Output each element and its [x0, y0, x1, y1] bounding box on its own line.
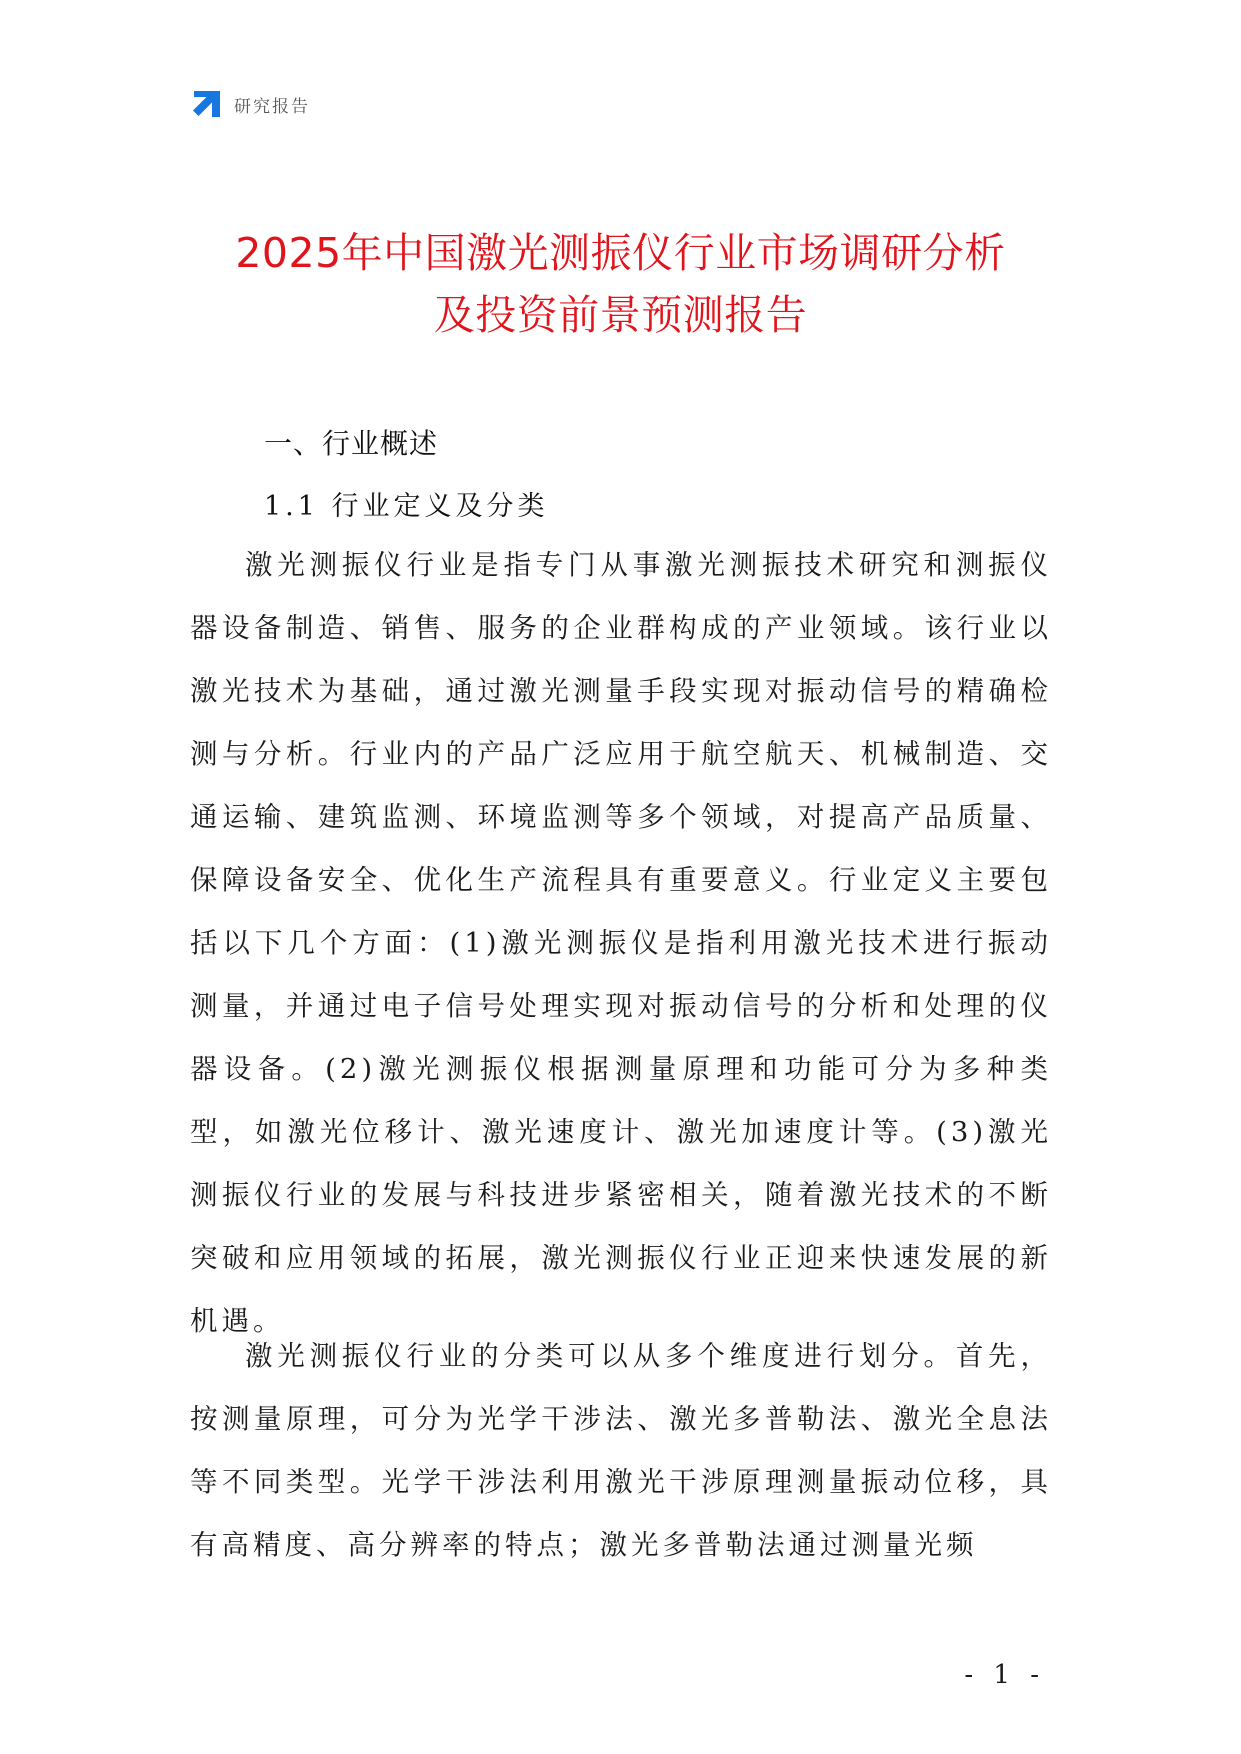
body-paragraph-2 [190, 1325, 1052, 1577]
section-heading: 一、行业概述 [264, 427, 439, 460]
header-label: 研究报告 [234, 96, 310, 117]
report-title-line-2: 及投资前景预测报告 [433, 291, 808, 339]
body-paragraph-1 [190, 534, 1052, 1353]
paragraph-text: 激光测振仪行业的分类可以从多个维度进行划分。首先，按测量原理，可分为光学干涉法、激光多普勒法、激光全息法等不同类型。光学干涉法利用激光干涉原理测量振动位移，具有高精度、高分辨率的特点；激光多普勒法通过测量光频 [190, 1340, 1052, 1561]
report-header [190, 86, 310, 122]
page-number: - 1 - [964, 1660, 1045, 1690]
arrow-up-right-icon [190, 87, 224, 121]
subsection-heading: 1.1 行业定义及分类 [264, 491, 549, 522]
report-title [120, 222, 1121, 346]
paragraph-text: 激光测振仪行业是指专门从事激光测振技术研究和测振仪器设备制造、销售、服务的企业群构成的产业领域。该行业以激光技术为基础，通过激光测量手段实现对振动信号的精确检测与分析。行业内的产品广泛应用于航空航天、机械制造、交通运输、建筑监测、环境监测等多个领域，对提高产品质量、保障设备安全、优化生产流程具有重要意义。行业定义主要包括以下几个方面：(1)激光测振仪是指利用激光技术进行振动测量，并通过电子信号处理实现对振动信号的分析和处理的仪器设备。(2)激光测振仪根据测量原理和功能可分为多种类型，如激光位移计、激光速度计、激光加速度计等。(3)激光测振仪行业的发展与科技进步紧密相关，随着激光技术的不断突破和应用领域的拓展，激光测振仪行业正迎来快速发展的新机遇。 [190, 549, 1052, 1337]
report-title-line-1: 2025年中国激光测振仪行业市场调研分析 [235, 229, 1006, 277]
